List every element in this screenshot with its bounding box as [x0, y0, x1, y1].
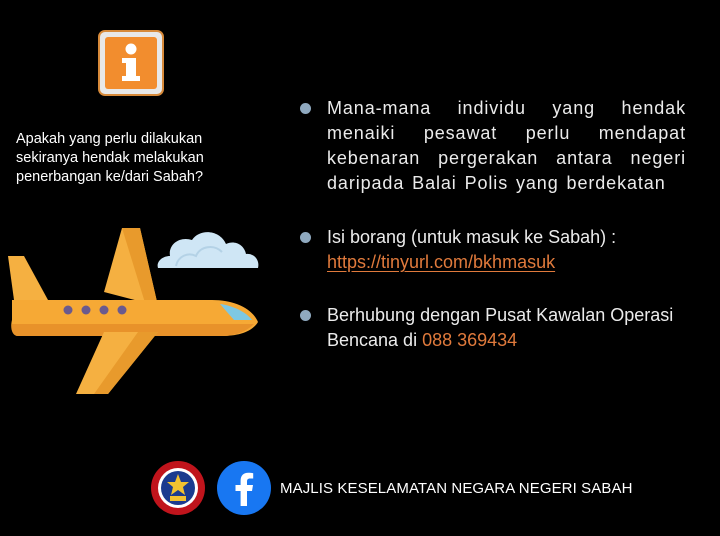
question-line: penerbangan ke/dari Sabah? [16, 169, 204, 185]
airplane-icon [8, 228, 264, 394]
organization-name: MAJLIS KESELAMATAN NEGARA NEGERI SABAH [280, 480, 633, 497]
form-link[interactable]: https://tinyurl.com/bkhmasuk [327, 252, 556, 272]
emblem-logo [150, 460, 206, 516]
bullet-item [296, 96, 686, 196]
bullet-text: Mana-mana individu yang hendak menaiki pesawat perlu mendapat kebenaran pergerakan antara negeri daripada Balai Polis yang berdekatan [327, 98, 686, 193]
bullet-dot-icon [300, 103, 311, 114]
question-text [16, 130, 266, 187]
info-bullet-list [296, 96, 686, 353]
facebook-icon[interactable] [216, 460, 272, 516]
footer [150, 458, 710, 518]
question-line: Apakah yang perlu dilakukan [16, 131, 203, 147]
bullet-item [296, 303, 686, 353]
phone-number[interactable]: 088 369434 [422, 330, 518, 350]
bullet-text: Isi borang (untuk masuk ke Sabah) : [327, 227, 617, 247]
info-icon [98, 30, 164, 96]
bullet-text: Berhubung dengan Pusat Kawalan Operasi Bencana di [327, 305, 674, 350]
bullet-item [296, 225, 686, 275]
bullet-dot-icon [300, 232, 311, 243]
bullet-dot-icon [300, 310, 311, 321]
question-line: sekiranya hendak melakukan [16, 150, 204, 166]
